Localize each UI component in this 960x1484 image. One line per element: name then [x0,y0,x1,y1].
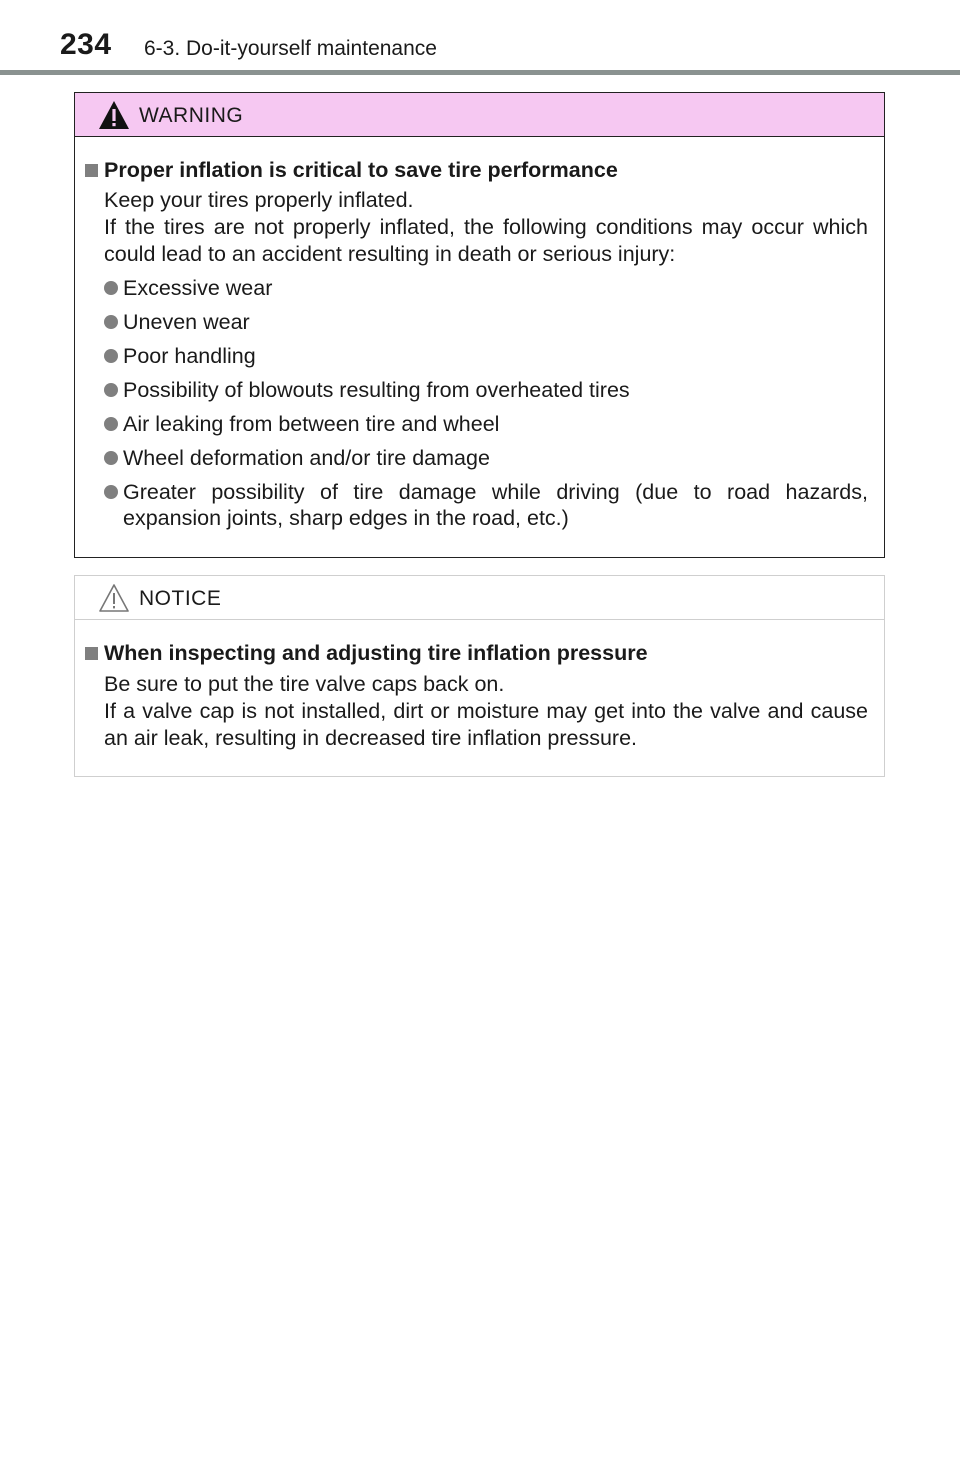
list-item-text: Poor handling [123,344,256,368]
bullet-dot-icon [104,349,118,363]
list-item [104,343,868,369]
notice-box [74,575,885,777]
list-item [104,479,868,531]
section-title: 6-3. Do-it-yourself maintenance [144,37,437,60]
warning-heading [85,157,868,183]
bullet-dot-icon [104,315,118,329]
warning-header [75,93,884,137]
list-item-text: Excessive wear [123,276,273,300]
warning-triangle-filled-icon [97,99,131,131]
bullet-dot-icon [104,451,118,465]
bullet-dot-icon [104,485,118,499]
page-header [0,0,960,76]
notice-label: NOTICE [139,587,222,610]
warning-box [74,92,885,558]
square-bullet-icon [85,164,98,177]
list-item [104,309,868,335]
list-item [104,411,868,437]
list-item [104,445,868,471]
bullet-dot-icon [104,281,118,295]
notice-heading [85,640,868,666]
warning-heading-text: Proper inflation is critical to save tire performance [104,158,618,182]
square-bullet-icon [85,647,98,660]
notice-line-2: If a valve cap is not installed, dirt or moisture may get into the valve and cause an air leak, resulting in decreased tire inflation pressure. [104,699,868,750]
bullet-dot-icon [104,383,118,397]
warning-intro-1: Keep your tires properly inflated. [104,188,414,212]
warning-list [85,275,868,531]
warning-body [75,157,884,531]
warning-triangle-outline-icon [97,582,131,614]
notice-header [75,576,884,620]
list-item-text: Wheel deformation and/or tire damage [123,446,490,470]
list-item-text: Air leaking from between tire and wheel [123,412,500,436]
notice-body [75,640,884,752]
bullet-dot-icon [104,417,118,431]
warning-intro-2: If the tires are not properly inflated, the following conditions may occur which could lead to an accident resulting in death or serious injury: [104,215,868,266]
notice-line-1: Be sure to put the tire valve caps back on. [104,672,505,696]
page-number: 234 [60,28,112,61]
list-item-text: Uneven wear [123,310,250,334]
list-item-text: Possibility of blowouts resulting from overheated tires [123,378,630,402]
list-item-text: Greater possibility of tire damage while driving (due to road hazards, expansion joints, sharp edges in the road, etc.) [123,480,868,530]
warning-label: WARNING [139,104,244,127]
list-item [104,275,868,301]
notice-heading-text: When inspecting and adjusting tire inflation pressure [104,641,648,665]
list-item [104,377,868,403]
header-rule [0,70,960,75]
